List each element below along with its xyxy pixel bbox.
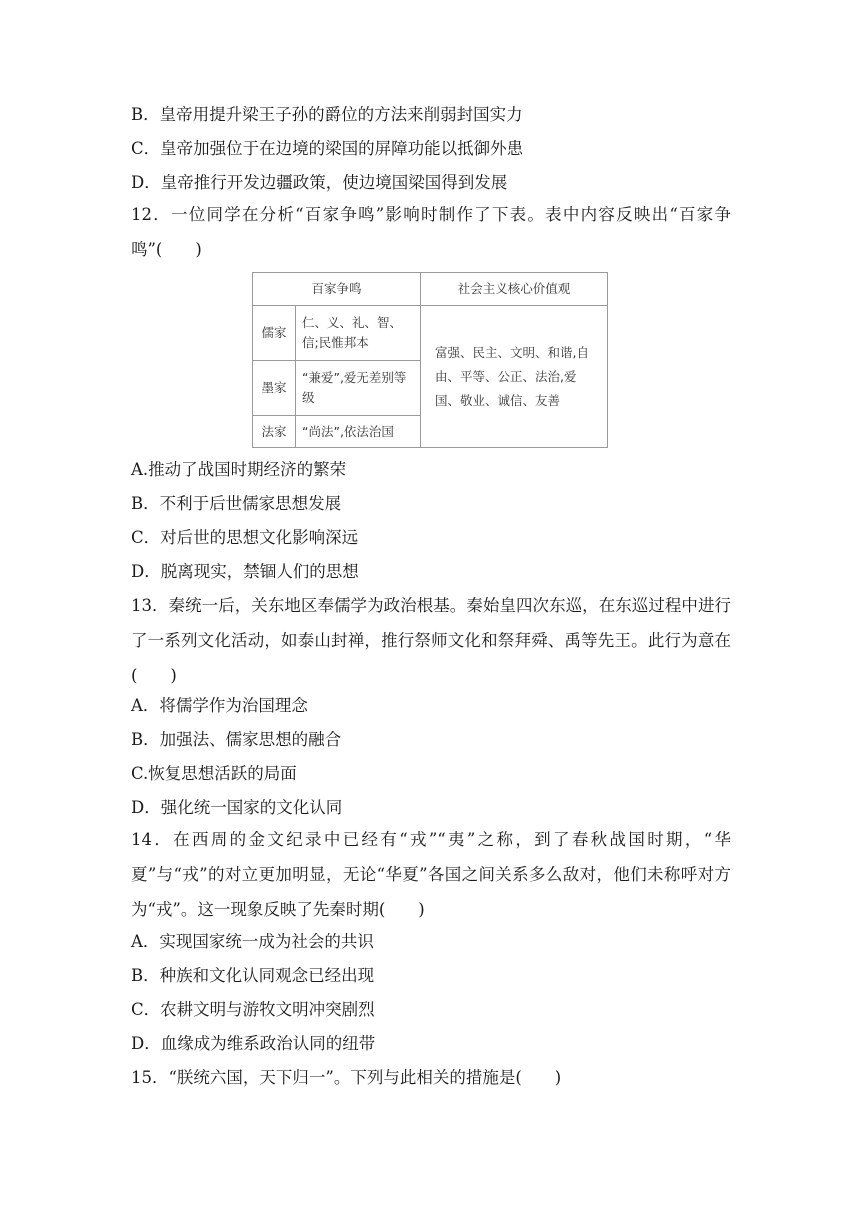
q13-stem: 13．秦统一后，关东地区奉儒学为政治根基。秦始皇四次东巡，在东巡过程中进行了一系列文化活动，如泰山封禅，推行祭师文化和祭拜舜、禹等先王。此行为意在( ) (131, 596, 731, 685)
q14-option-b: B．种族和文化认同观念已经出现 (131, 966, 375, 985)
table-values-cell: 富强、民主、文明、和谐,自由、平等、公正、法治,爱国、敬业、诚信、友善 (421, 306, 608, 448)
q12-option-d: D．脱离现实，禁锢人们的思想 (131, 562, 359, 581)
q12-option-c: C．对后世的思想文化影响深远 (131, 528, 359, 547)
table-header-right: 社会主义核心价值观 (421, 273, 608, 306)
q14-option-c: C．农耕文明与游牧文明冲突剧烈 (131, 1000, 375, 1019)
q12-stem: 12．一位同学在分析“百家争鸣”影响时制作了下表。表中内容反映出“百家争鸣”( ) (131, 205, 731, 259)
q11-option-d: D．皇帝推行开发边疆政策，使边境国梁国得到发展 (131, 173, 508, 192)
q14-option-a: A．实现国家统一成为社会的共识 (131, 932, 374, 951)
table-school-cell: 儒家 (253, 306, 296, 361)
q12-option-a: A.推动了战国时期经济的繁荣 (131, 460, 347, 479)
table-school-cell: 墨家 (253, 361, 296, 416)
table-school-cell: 法家 (253, 416, 296, 448)
q13-option-c: C.恢复思想活跃的局面 (131, 764, 297, 783)
q13-option-d: D．强化统一国家的文化认同 (131, 798, 343, 817)
q13-option-b: B．加强法、儒家思想的融合 (131, 730, 342, 749)
table-header-left: 百家争鸣 (253, 273, 421, 306)
q11-option-b: B．皇帝用提升梁王子孙的爵位的方法来削弱封国实力 (131, 105, 523, 124)
q14-option-d: D．血缘成为维系政治认同的纽带 (131, 1034, 376, 1053)
table-idea-cell: “兼爱”,爱无差别等级 (296, 361, 421, 416)
q13-option-a: A．将儒学作为治国理念 (131, 696, 308, 715)
q11-option-c: C．皇帝加强位于在边境的梁国的屏障功能以抵御外患 (131, 139, 524, 158)
q15-stem: 15．“朕统六国，天下归一”。下列与此相关的措施是( ) (131, 1068, 562, 1087)
q14-stem: 14．在西周的金文纪录中已经有“戎”“夷”之称，到了春秋战国时期，“华夏”与“戎”的对立更加明显，无论“华夏”各国之间关系多么敌对，他们未称呼对方为“戎”。这一现象反映了先秦时期( ) (131, 830, 731, 919)
q12-reference-table (252, 272, 608, 448)
table-idea-cell: “尚法”,依法治国 (296, 416, 421, 448)
q12-option-b: B．不利于后世儒家思想发展 (131, 494, 342, 513)
table-idea-cell: 仁、义、礼、智、信;民惟邦本 (296, 306, 421, 361)
